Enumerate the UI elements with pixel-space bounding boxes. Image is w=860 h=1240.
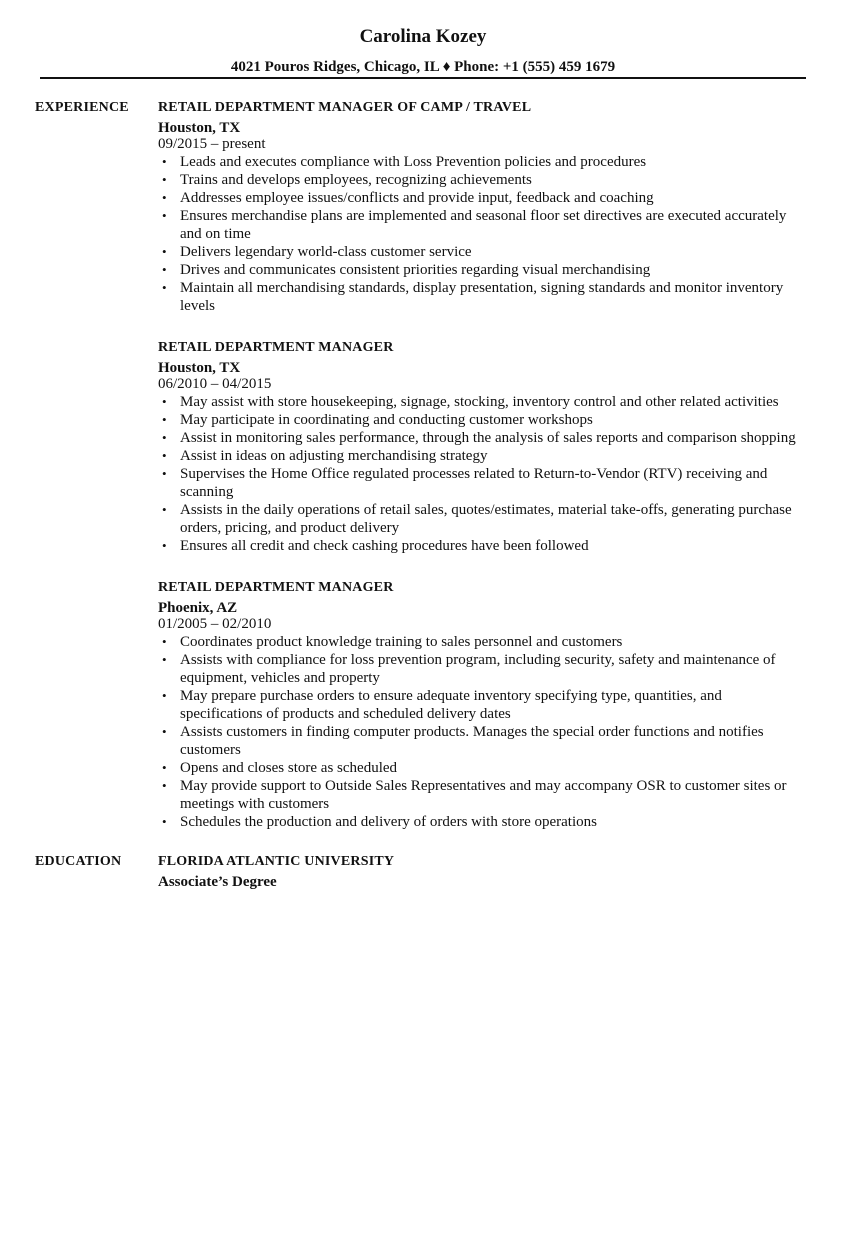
duty-item: • Assists customers in finding computer products. Manages the special order functions and notifies customers [158, 723, 808, 759]
job-title: RETAIL DEPARTMENT MANAGER [158, 340, 394, 355]
job-entry [158, 579, 808, 831]
duty-item: • Trains and develops employees, recognizing achievements [158, 171, 808, 189]
duty-item: • Assists with compliance for loss prevention program, including security, safety and maintenance of equipment, vehicles and property [158, 651, 808, 687]
duty-item: • May participate in coordinating and conducting customer workshops [158, 411, 808, 429]
duty-item: • Leads and executes compliance with Loss Prevention policies and procedures [158, 153, 808, 171]
job-entry [158, 99, 808, 315]
job-dates: 09/2015 – present [158, 136, 266, 152]
duty-item: • Supervises the Home Office regulated processes related to Return-to-Vendor (RTV) receiving and scanning [158, 465, 808, 501]
job-entry [158, 339, 808, 555]
school-name: FLORIDA ATLANTIC UNIVERSITY [158, 854, 395, 869]
duty-item: • Maintain all merchandising standards, display presentation, signing standards and monitor inventory levels [158, 279, 808, 315]
education-heading: EDUCATION [35, 854, 122, 869]
duty-item: • Drives and communicates consistent priorities regarding visual merchandising [158, 261, 808, 279]
job-location: Houston, TX [158, 360, 241, 376]
duty-item: • Ensures all credit and check cashing procedures have been followed [158, 537, 808, 555]
header-divider [40, 77, 806, 79]
duty-item: • Assists in the daily operations of retail sales, quotes/estimates, material take-offs, generating purchase orders, pricing, and product delivery [158, 501, 808, 537]
job-duties-list [158, 393, 808, 555]
duty-item: • Addresses employee issues/conflicts and provide input, feedback and coaching [158, 189, 808, 207]
contact-line: 4021 Pouros Ridges, Chicago, IL ♦ Phone: +1 (555) 459 1679 [230, 59, 616, 75]
degree-name: Associate’s Degree [158, 874, 277, 890]
experience-heading: EXPERIENCE [35, 100, 129, 115]
job-dates: 01/2005 – 02/2010 [158, 616, 272, 632]
duty-item: • Ensures merchandise plans are implemented and seasonal floor set directives are executed accurately and on time [158, 207, 808, 243]
education-body [158, 853, 808, 891]
job-location: Houston, TX [158, 120, 241, 136]
duty-item: • Coordinates product knowledge training to sales personnel and customers [158, 633, 808, 651]
candidate-name: Carolina Kozey [359, 26, 487, 47]
duty-item: • Opens and closes store as scheduled [158, 759, 808, 777]
duty-item: • Schedules the production and delivery of orders with store operations [158, 813, 808, 831]
experience-body [158, 99, 808, 855]
job-duties-list [158, 153, 808, 315]
duty-item: • Delivers legendary world-class customer service [158, 243, 808, 261]
job-title: RETAIL DEPARTMENT MANAGER OF CAMP / TRAVEL [158, 100, 532, 115]
duty-item: • May prepare purchase orders to ensure adequate inventory specifying type, quantities, and specifications of products and scheduled delivery dates [158, 687, 808, 723]
duty-item: • May provide support to Outside Sales Representatives and may accompany OSR to customer sites or meetings with customers [158, 777, 808, 813]
duty-item: • May assist with store housekeeping, signage, stocking, inventory control and other related activities [158, 393, 808, 411]
duty-item: • Assist in ideas on adjusting merchandising strategy [158, 447, 808, 465]
job-duties-list [158, 633, 808, 831]
job-title: RETAIL DEPARTMENT MANAGER [158, 580, 394, 595]
job-location: Phoenix, AZ [158, 600, 238, 616]
job-dates: 06/2010 – 04/2015 [158, 376, 272, 392]
duty-item: • Assist in monitoring sales performance, through the analysis of sales reports and comparison shopping [158, 429, 808, 447]
